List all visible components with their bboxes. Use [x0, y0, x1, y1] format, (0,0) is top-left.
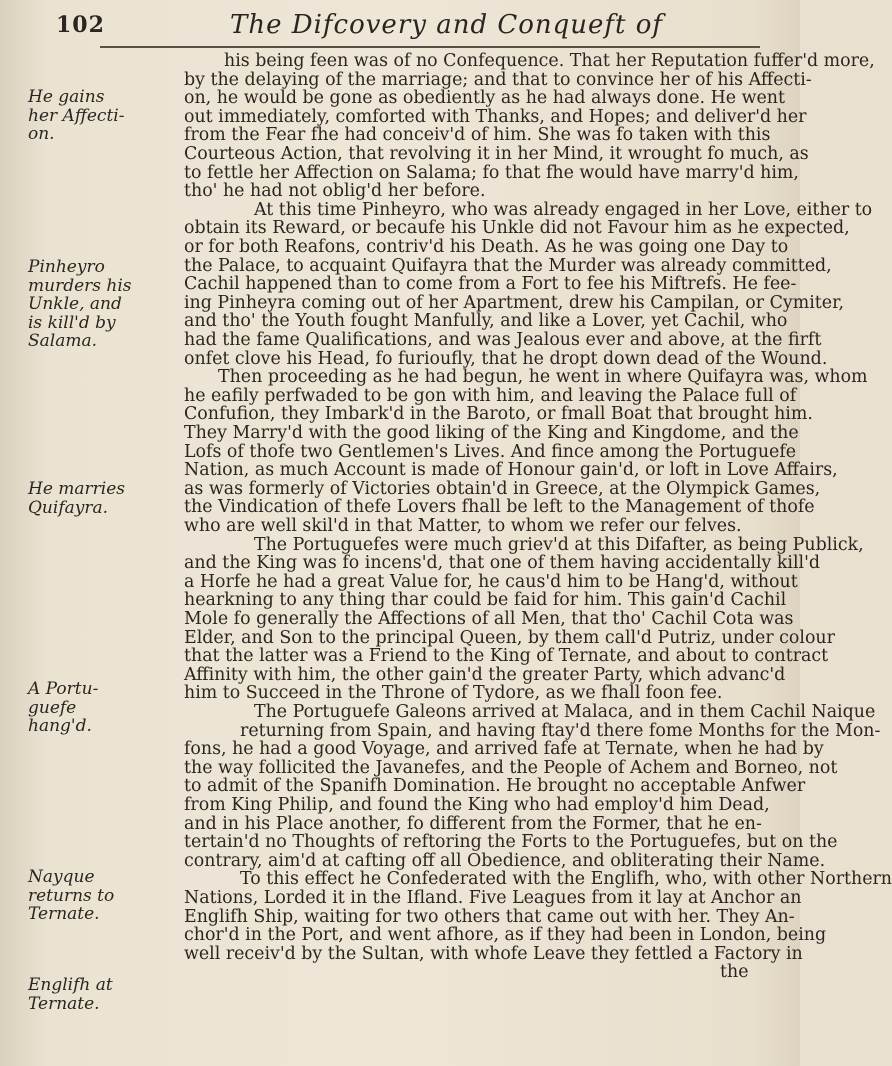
text-line: that the latter was a Friend to the King of Ternate, and about to contract — [184, 646, 829, 667]
side-note-line: on. — [28, 124, 55, 144]
text-line: him to Succeed in the Throne of Tydore, as we fhall foon fee. — [184, 683, 723, 704]
text-line: returning from Spain, and having ftay'd there fome Months for the Mon- — [240, 720, 881, 741]
text-line: the way follicited the Javanefes, and the People of Achem and Borneo, not — [184, 757, 838, 778]
text-line: fons, he had a good Voyage, and arrived fafe at Ternate, when he had by — [184, 739, 824, 760]
text-line: hearkning to any thing thar could be faid for him. This gain'd Cachil — [184, 590, 787, 611]
text-line: and the King was fo incens'd, that one of them having accidentally kill'd — [184, 553, 820, 574]
side-note-line: Ternate. — [28, 904, 100, 924]
text-line: At this time Pinheyro, who was already engaged in her Love, either to — [254, 199, 873, 220]
side-note-line: Salama. — [28, 331, 98, 351]
header-rule — [100, 46, 760, 48]
text-line: They Marry'd with the good liking of the King and Kingdome, and the — [184, 423, 799, 443]
side-note-line: Unkle, and — [28, 294, 122, 314]
side-note-line: hang'd. — [28, 716, 92, 736]
text-line: on, he would be gone as obediently as he had always done. He went — [184, 88, 785, 109]
side-note-line: He marries — [28, 479, 126, 499]
side-note-line: Nayque — [28, 867, 95, 887]
text-line: contrary, aim'd at cafting off all Obedience, and obliterating their Name. — [184, 850, 826, 871]
text-line: Then proceeding as he had begun, he went in where Quifayra was, whom — [218, 367, 868, 388]
side-note-line: murders his — [28, 275, 132, 296]
side-note — [28, 680, 178, 736]
text-line: Nations, Lorded it in the Ifland. Five Leagues from it lay at Anchor an — [184, 888, 802, 908]
side-note-line: returns to — [28, 885, 115, 906]
text-line: Affinity with him, the other gain'd the greater Party, which advanc'd — [184, 664, 786, 685]
text-line: Elder, and Son to the principal Queen, by them call'd Putriz, under colour — [184, 627, 835, 648]
running-title: The Difcovery and Conqueft of — [230, 10, 664, 40]
side-note-line: A Portu- — [28, 679, 99, 699]
text-line: or for both Reafons, contriv'd his Death. As he was going one Day to — [184, 237, 789, 257]
side-note — [28, 258, 178, 351]
text-line: Confufion, they Imbark'd in the Baroto, or fmall Boat that brought him. — [184, 404, 813, 425]
text-line: obtain its Reward, or becaufe his Unkle did not Favour him as he expected, — [184, 218, 850, 239]
text-line: and in his Place another, fo different from the Former, that he en- — [184, 813, 762, 834]
text-line: ing Pinheyra coming out of her Apartment, drew his Campilan, or Cymiter, — [184, 292, 844, 313]
side-note-line: He gains — [28, 87, 105, 107]
text-line: he eafily perfwaded to be gon with him, and leaving the Palace full of — [184, 385, 797, 406]
text-line: onfet clove his Head, fo furioufly, that he dropt down dead of the Wound. — [184, 348, 828, 369]
text-line: the — [720, 962, 749, 983]
side-note-line: is kill'd by — [28, 312, 116, 333]
side-note-line: Pinheyro — [28, 257, 105, 277]
text-line: a Horfe he had a great Value for, he caus'd him to be Hang'd, without — [184, 571, 798, 592]
text-line: well receiv'd by the Sultan, with whofe Leave they fettled a Factory in — [184, 943, 803, 964]
text-line: out immediately, comforted with Thanks, and Hopes; and deliver'd her — [184, 106, 807, 127]
text-line: from the Fear fhe had conceiv'd of him. She was fo taken with this — [184, 125, 771, 146]
text-line: his being feen was of no Confequence. That her Reputation fuffer'd more, — [224, 51, 875, 71]
text-line: and tho' the Youth fought Manfully, and like a Lover, yet Cachil, who — [184, 311, 788, 332]
text-line: the Palace, to acquaint Quifayra that the Murder was already committed, — [184, 255, 832, 276]
side-note — [28, 976, 178, 1013]
text-line: the Vindication of thefe Lovers fhall be left to the Management of thofe — [184, 497, 815, 518]
text-line: Lofs of thofe two Gentlemen's Lives. And fince among the Portuguefe — [184, 441, 797, 462]
text-line: Mole fo generally the Affections of all Men, that tho' Cachil Cota was — [184, 609, 794, 629]
text-line: The Portuguefes were much griev'd at this Difafter, as being Publick, — [254, 534, 864, 555]
page-header — [0, 6, 800, 44]
side-note — [28, 88, 178, 144]
text-line: Cachil happened than to come from a Fort to fee his Miftrefs. He fee- — [184, 274, 797, 295]
text-line: had the fame Qualifications, and was Jealous ever and above, at the firft — [184, 330, 822, 350]
text-line: Nation, as much Account is made of Honour gain'd, or loft in Love Affairs, — [184, 460, 838, 481]
side-note-line: Quifayra. — [28, 497, 109, 518]
text-line: from King Philip, and found the King who had employ'd him Dead, — [184, 795, 770, 815]
text-line: Courteous Action, that revolving it in her Mind, it wrought fo much, as — [184, 144, 809, 164]
text-line: To this effect he Confederated with the Englifh, who, with other Northern — [240, 869, 892, 890]
side-note — [28, 868, 178, 924]
text-line: to admit of the Spanifh Domination. He brought no acceptable Anfwer — [184, 776, 806, 797]
text-line: chor'd in the Port, and went afhore, as if they had been in London, being — [184, 925, 827, 946]
text-line: tertain'd no Thoughts of reftoring the Forts to the Portuguefes, but on the — [184, 832, 838, 853]
text-line: Englifh Ship, waiting for two others that came out with her. They An- — [184, 906, 795, 927]
side-note-line: guefe — [28, 697, 77, 718]
side-note-line: Ternate. — [28, 993, 100, 1014]
text-line: to fettle her Affection on Salama; fo that fhe would have marry'd him, — [184, 162, 799, 183]
side-note — [28, 480, 178, 517]
side-note-line: her Affecti- — [28, 105, 125, 126]
text-line: who are well skil'd in that Matter, to whom we refer our felves. — [184, 516, 742, 536]
text-line: as was formerly of Victories obtain'd in Greece, at the Olympick Games, — [184, 478, 821, 499]
text-line: tho' he had not oblig'd her before. — [184, 181, 486, 202]
page-number: 102 — [56, 12, 105, 38]
text-line: by the delaying of the marriage; and that to convince her of his Affecti- — [184, 69, 812, 90]
text-line: The Portuguefe Galeons arrived at Malaca, and in them Cachil Naique — [254, 702, 876, 722]
side-note-line: Englifh at — [28, 975, 113, 995]
